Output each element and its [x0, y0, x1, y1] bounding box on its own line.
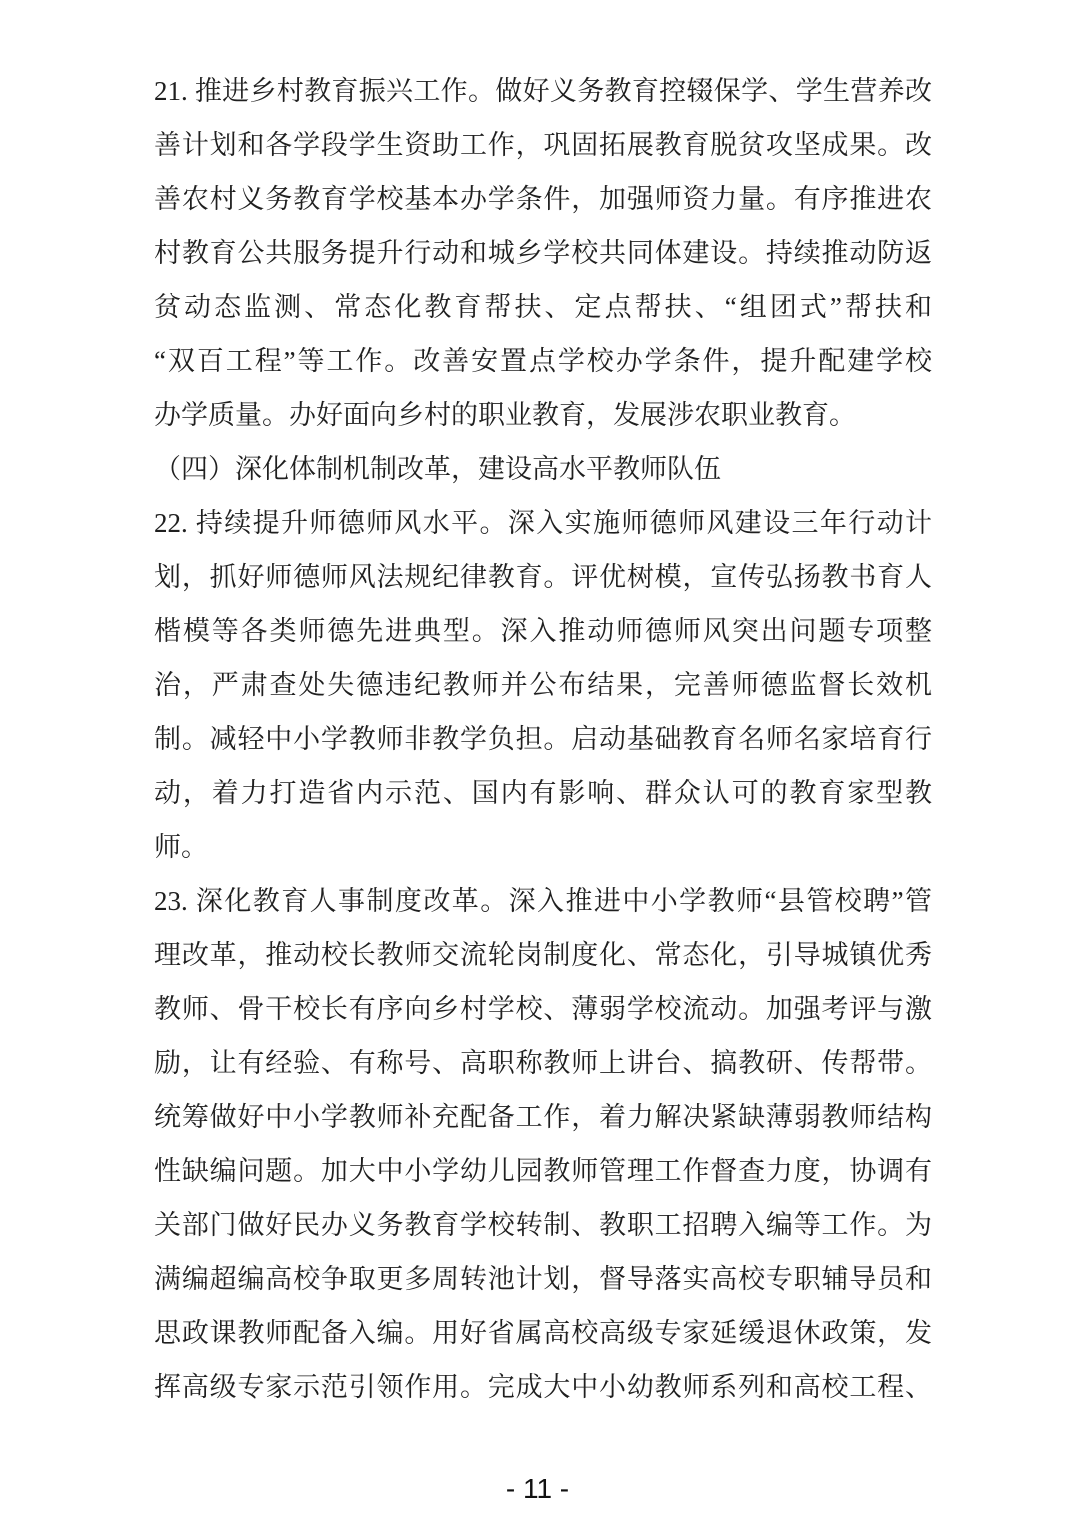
paragraph-22	[154, 496, 932, 874]
text-line: 善农村义务教育学校基本办学条件，加强师资力量。有序推进农	[154, 184, 932, 214]
text-line: 治，严肃查处失德违纪教师并公布结果，完善师德监督长效机	[154, 670, 932, 700]
text-line: 制。减轻中小学教师非教学负担。启动基础教育名师名家培育行	[154, 724, 932, 754]
text-line: 动，着力打造省内示范、国内有影响、群众认可的教育家型教	[154, 778, 932, 808]
text-line: “双百工程”等工作。改善安置点学校办学条件，提升配建学校	[154, 346, 932, 376]
paragraph-21	[154, 64, 932, 442]
paragraph-23	[154, 874, 932, 1414]
text-line: 贫动态监测、常态化教育帮扶、定点帮扶、“组团式”帮扶和	[154, 292, 932, 322]
text-line: 楷模等各类师德先进典型。深入推动师德师风突出问题专项整	[154, 616, 932, 646]
text-line: 理改革，推动校长教师交流轮岗制度化、常态化，引导城镇优秀	[154, 940, 932, 970]
text-line: 统筹做好中小学教师补充配备工作，着力解决紧缺薄弱教师结构	[154, 1102, 932, 1132]
text-line: 22. 持续提升师德师风水平。深入实施师德师风建设三年行动计	[154, 508, 932, 538]
text-line: 23. 深化教育人事制度改革。深入推进中小学教师“县管校聘”管	[154, 886, 932, 916]
text-line: 师。	[154, 832, 208, 862]
text-column	[154, 64, 932, 1414]
text-line: 关部门做好民办义务教育学校转制、教职工招聘入编等工作。为	[154, 1210, 932, 1240]
text-line: 办学质量。办好面向乡村的职业教育，发展涉农职业教育。	[154, 400, 856, 430]
text-line: 挥高级专家示范引领作用。完成大中小幼教师系列和高校工程、	[154, 1372, 932, 1402]
text-line: 21. 推进乡村教育振兴工作。做好义务教育控辍保学、学生营养改	[154, 76, 932, 106]
text-line: 满编超编高校争取更多周转池计划，督导落实高校专职辅导员和	[154, 1264, 932, 1294]
text-line: 善计划和各学段学生资助工作，巩固拓展教育脱贫攻坚成果。改	[154, 130, 932, 160]
text-line: 思政课教师配备入编。用好省属高校高级专家延缓退休政策，发	[154, 1318, 932, 1348]
page-number: - 11 -	[505, 1473, 570, 1504]
text-line: 教师、骨干校长有序向乡村学校、薄弱学校流动。加强考评与激	[154, 994, 932, 1024]
text-line: 性缺编问题。加大中小学幼儿园教师管理工作督查力度，协调有	[154, 1156, 932, 1186]
text-line: 村教育公共服务提升行动和城乡学校共同体建设。持续推动防返	[154, 238, 932, 268]
section-heading: （四）深化体制机制改革，建设高水平教师队伍	[154, 454, 721, 484]
text-line: 划，抓好师德师风法规纪律教育。评优树模，宣传弘扬教书育人	[154, 562, 932, 592]
text-line: 励，让有经验、有称号、高职称教师上讲台、搞教研、传帮带。	[154, 1048, 932, 1078]
